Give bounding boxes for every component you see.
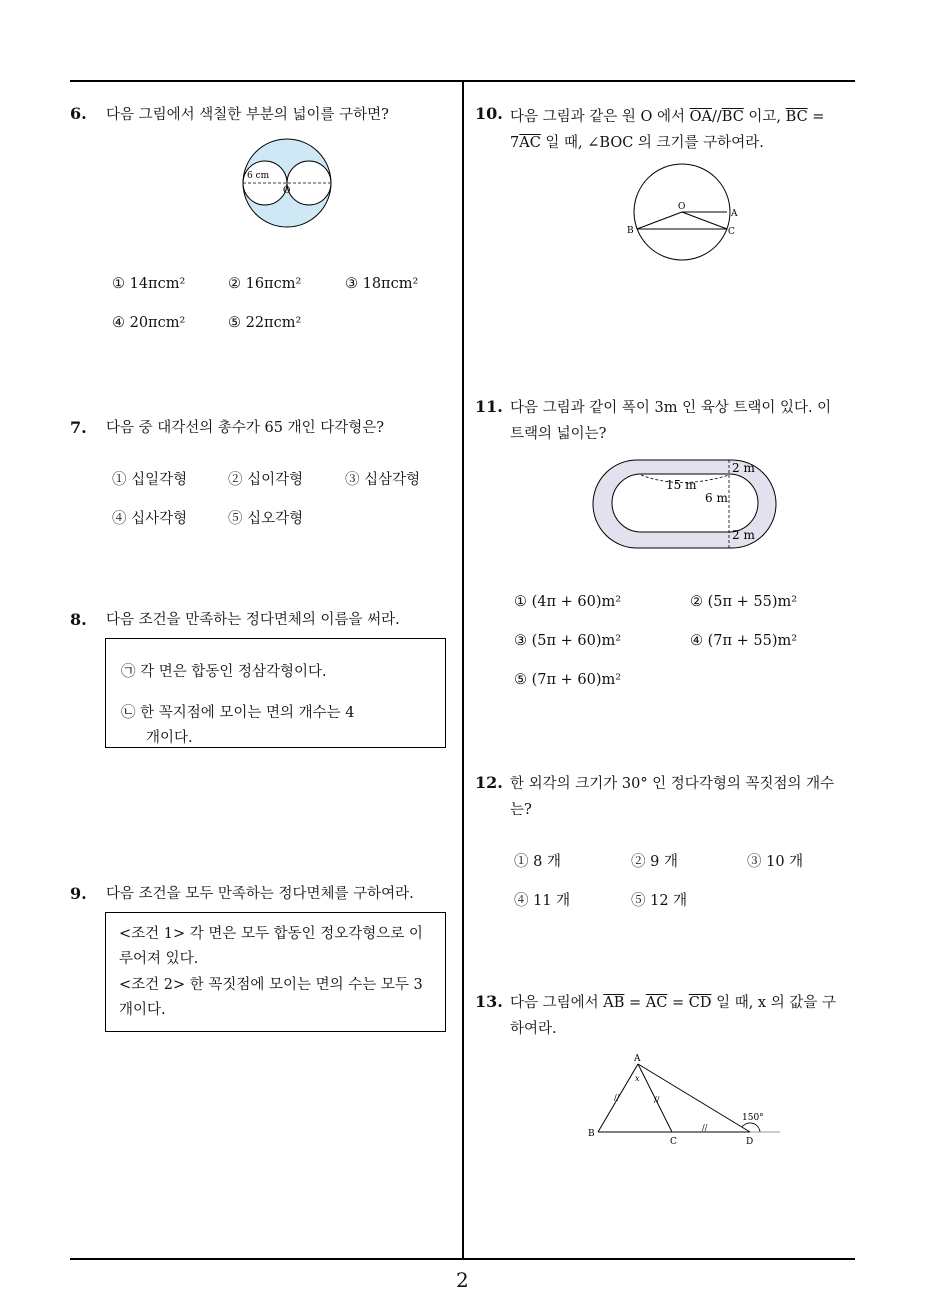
q13-figure [584,1050,794,1150]
option-4[interactable]: ④ 11 개 [514,893,571,909]
svg-text:B: B [627,226,634,236]
svg-text:x: x [635,1074,640,1083]
svg-text:D: D [746,1137,754,1147]
option-5[interactable]: ⑤ 12 개 [631,893,688,909]
segment-oa: $\overline{OA}$ [689,109,712,125]
column-divider [462,80,464,1260]
question-text: 다음 그림과 같은 원 O 에서 $\overline{OA}//\overline{BC}$ 이고, $\overline{BC}$ = [510,109,825,125]
q11-figure [590,456,790,556]
q6-length-label: 6 cm [247,171,270,181]
question-number: 6. [70,104,87,123]
option-1[interactable]: ① (4π + 60)m² [514,594,622,610]
svg-text:A: A [634,1054,641,1064]
condition-line: <조건 2> 한 꼭짓점에 모이는 면의 수는 모두 3 [119,977,423,993]
svg-text:2 m: 2 m [732,461,755,475]
svg-text://: // [654,1095,660,1104]
question-number: 10. [475,104,503,123]
condition-line: <조건 1> 각 면은 모두 합동인 정오각형으로 이 [119,926,423,942]
segment-ac: $\overline{AC}$ [645,995,668,1011]
arc-bc: $\overline{BC}$ [785,109,808,125]
condition-box [105,638,446,748]
svg-text:150°: 150° [742,1113,764,1123]
question-text: 한 외각의 크기가 30° 인 정다각형의 꼭짓점의 개수 [510,776,835,792]
option-5[interactable]: ⑤ (7π + 60)m² [514,672,622,688]
option-2[interactable]: ② 16πcm² [228,276,302,292]
question-number: 12. [475,773,503,792]
svg-text:6 m: 6 m [705,491,728,505]
condition-line: 루어져 있다. [119,951,199,967]
question-text-cont: $7\overline{AC}$ 일 때, ∠BOC 의 크기를 구하여라. [510,135,764,151]
condition-2-cont: 개이다. [146,730,193,746]
option-4[interactable]: ④ (7π + 55)m² [690,633,798,649]
question-text: 다음 그림에서 색칠한 부분의 넓이를 구하면? [106,107,389,123]
option-3[interactable]: ③ (5π + 60)m² [514,633,622,649]
question-text-cont: 는? [510,802,532,818]
q6-figure [230,134,350,234]
svg-text:C: C [728,227,735,237]
option-1[interactable]: ① 십일각형 [112,472,188,488]
option-2[interactable]: ② 9 개 [631,854,678,870]
svg-text:B: B [588,1129,595,1139]
option-5[interactable]: ⑤ 22πcm² [228,315,302,331]
svg-text://: // [702,1123,708,1132]
option-3[interactable]: ③ 18πcm² [345,276,419,292]
question-text: 다음 그림에서 $\overline{AB} = \overline{AC} = \overline{CD}$ 일 때, x 의 값을 구 [510,995,836,1011]
condition-line: 개이다. [119,1002,166,1018]
question-text-cont: 하여라. [510,1021,557,1037]
option-2[interactable]: ② (5π + 55)m² [690,594,798,610]
page-number: 2 [456,1268,469,1292]
question-number: 9. [70,884,87,903]
question-number: 8. [70,610,87,629]
bottom-rule [70,1258,855,1260]
svg-text:C: C [670,1137,677,1147]
svg-text:O: O [678,202,686,212]
q6-center-label: O [283,186,291,196]
segment-bc: $\overline{BC}$ [721,109,744,125]
option-1[interactable]: ① 14πcm² [112,276,186,292]
option-1[interactable]: ① 8 개 [514,854,561,870]
option-5[interactable]: ⑤ 십오각형 [228,511,304,527]
question-text: 다음 그림과 같이 폭이 3m 인 육상 트랙이 있다. 이 [510,400,832,416]
segment-ab: $\overline{AB}$ [603,995,625,1011]
question-text: 다음 조건을 만족하는 정다면체의 이름을 써라. [106,612,400,628]
question-number: 7. [70,418,87,437]
question-text: 다음 중 대각선의 총수가 65 개인 다각형은? [106,420,384,436]
option-3[interactable]: ③ 십삼각형 [345,472,421,488]
arc-ac: $\overline{AC}$ [519,135,541,151]
question-text-cont: 트랙의 넓이는? [510,426,607,442]
question-number: 13. [475,992,503,1011]
condition-box [105,912,446,1032]
svg-text:15 m: 15 m [666,478,697,492]
condition-1: ㉠ 각 면은 합동인 정삼각형이다. [121,664,327,680]
svg-text://: // [614,1093,620,1102]
option-3[interactable]: ③ 10 개 [747,854,804,870]
option-2[interactable]: ② 십이각형 [228,472,304,488]
option-4[interactable]: ④ 십사각형 [112,511,188,527]
condition-2: ㉡ 한 꼭지점에 모이는 면의 개수는 4 [121,705,355,721]
option-4[interactable]: ④ 20πcm² [112,315,186,331]
question-number: 11. [475,397,503,416]
svg-text:2 m: 2 m [732,528,755,542]
segment-cd: $\overline{CD}$ [688,995,712,1011]
svg-text:A: A [731,209,738,219]
question-text: 다음 조건을 모두 만족하는 정다면체를 구하여라. [106,886,414,902]
q10-figure [615,160,755,270]
